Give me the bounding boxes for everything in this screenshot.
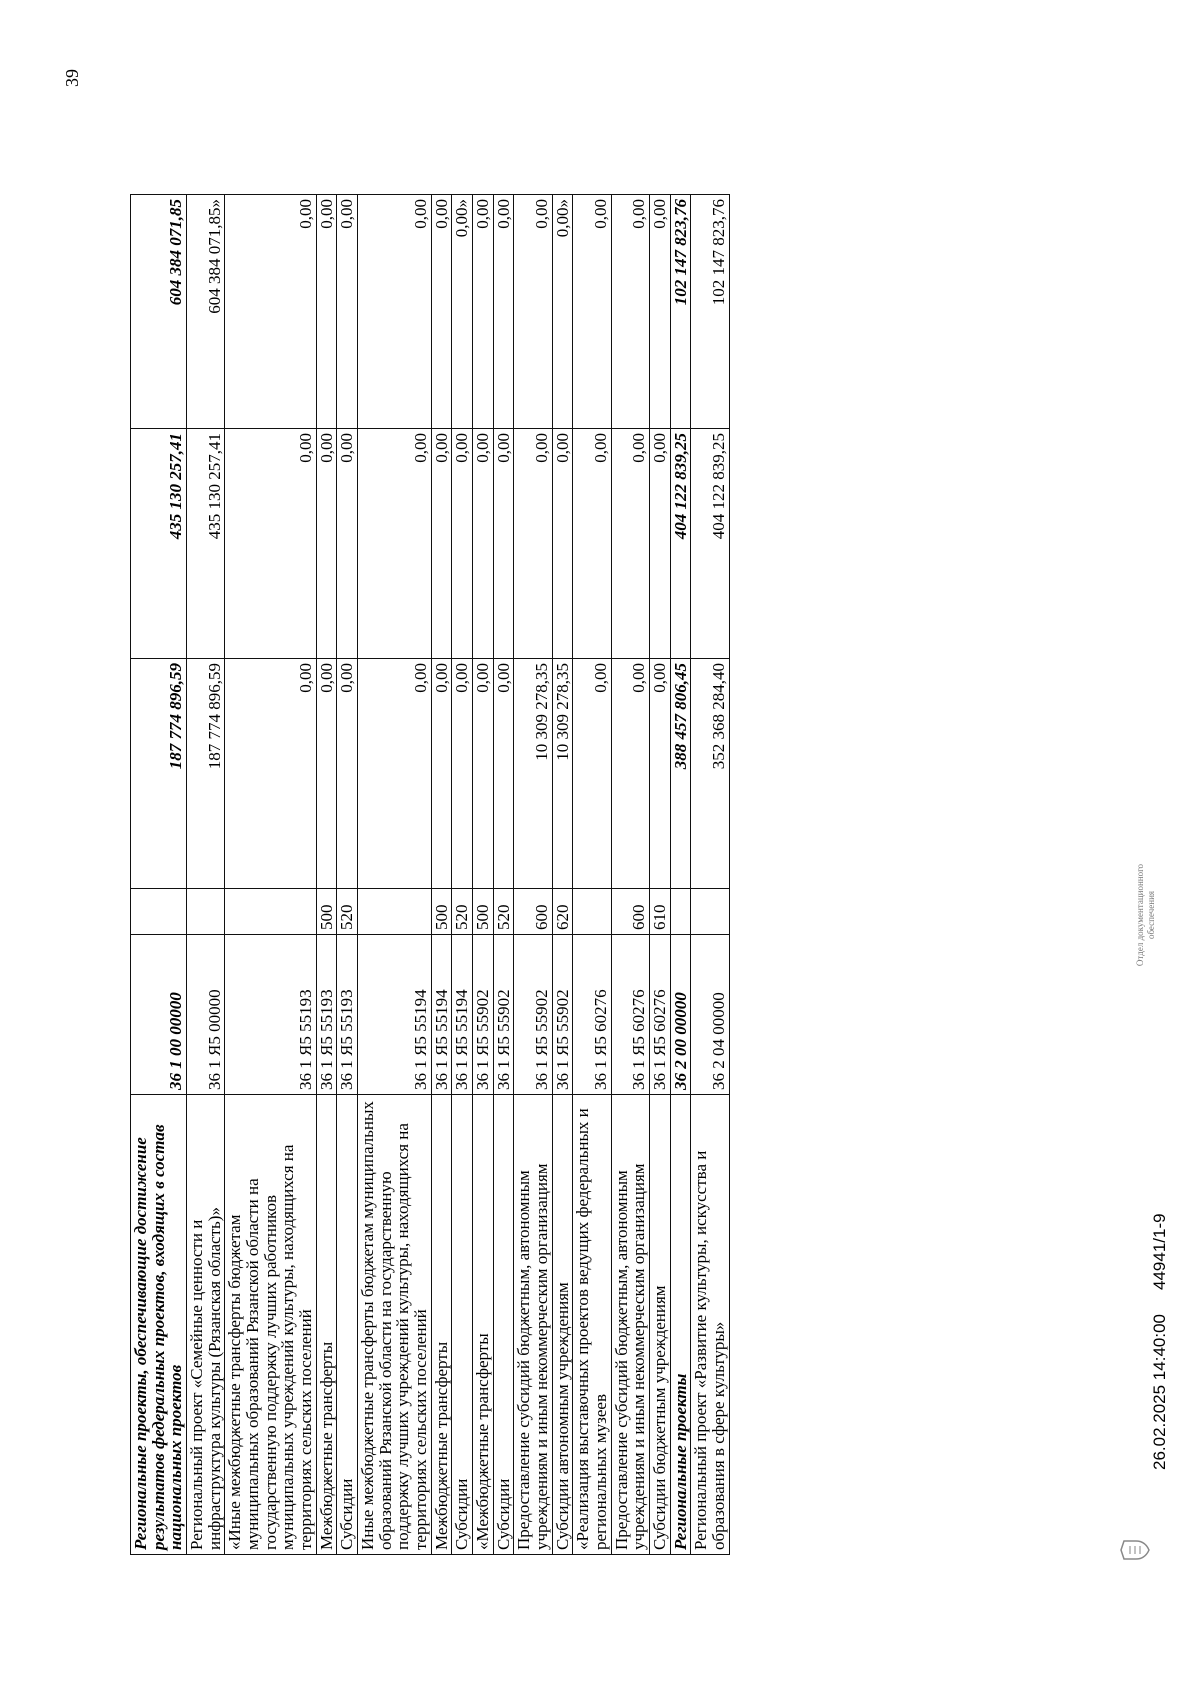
row-target-code: 36 1 Я5 55902 [514,935,552,1095]
row-amount-year-1: 352 368 284,40 [691,659,729,889]
budget-table [130,194,730,1555]
row-name: Предоставление субсидий бюджетным, автономным учреждениям и иным некоммерческим организациям [514,1095,552,1555]
table-row [187,195,225,1555]
row-name: Субсидии бюджетным учреждениям [650,1095,671,1555]
row-name: Региональный проект «Развитие культуры, искусства и образования в сфере культуры» [691,1095,729,1555]
table-row [431,195,452,1555]
row-name: Субсидии [337,1095,358,1555]
row-name: Межбюджетные трансферты [431,1095,452,1555]
row-amount-year-3: 102 147 823,76 [691,195,729,429]
row-amount-year-3: 0,00 [573,195,611,429]
row-target-code: 36 2 00 00000 [670,935,691,1095]
row-expense-type: 500 [316,889,337,935]
row-name: Региональный проект «Семейные ценности и инфраструктура культуры (Рязанская область)» [187,1095,225,1555]
table-row [670,195,691,1555]
row-amount-year-2: 0,00 [552,429,573,659]
row-target-code: 36 1 Я5 60276 [650,935,671,1095]
row-amount-year-2: 0,00 [493,429,514,659]
row-amount-year-3: 102 147 823,76 [670,195,691,429]
row-amount-year-3: 0,00 [358,195,432,429]
row-target-code: 36 1 Я5 55902 [473,935,494,1095]
row-amount-year-1: 0,00 [337,659,358,889]
row-target-code: 36 2 04 00000 [691,935,729,1095]
row-expense-type: 620 [552,889,573,935]
row-amount-year-2: 435 130 257,41 [131,429,187,659]
emblem-icon [1120,1538,1150,1562]
row-amount-year-3: 0,00 [650,195,671,429]
row-amount-year-3: 0,00 [611,195,649,429]
row-amount-year-2: 0,00 [473,429,494,659]
row-target-code: 36 1 Я5 60276 [611,935,649,1095]
table-row [611,195,649,1555]
row-expense-type: 610 [650,889,671,935]
row-amount-year-2: 0,00 [452,429,473,659]
row-amount-year-3: 0,00 [337,195,358,429]
page-number: 39 [62,69,82,87]
table-row [316,195,337,1555]
table-row [473,195,494,1555]
row-amount-year-1: 0,00 [316,659,337,889]
table-row [514,195,552,1555]
row-expense-type: 500 [431,889,452,935]
table-row [337,195,358,1555]
row-amount-year-3: 604 384 071,85» [187,195,225,429]
row-target-code: 36 1 Я5 60276 [573,935,611,1095]
row-amount-year-2: 0,00 [358,429,432,659]
row-amount-year-1: 187 774 896,59 [187,659,225,889]
row-amount-year-1: 0,00 [473,659,494,889]
row-amount-year-1: 187 774 896,59 [131,659,187,889]
row-amount-year-1: 0,00 [493,659,514,889]
row-amount-year-3: 0,00» [552,195,573,429]
row-expense-type: 600 [514,889,552,935]
row-amount-year-1: 10 309 278,35 [552,659,573,889]
row-name: Региональные проекты, обеспечивающие достижение результатов федеральных проектов, входящих в состав национальных проектов [131,1095,187,1555]
row-amount-year-3: 0,00 [316,195,337,429]
row-name: «Реализация выставочных проектов ведущих федеральных и региональных музеев [573,1095,611,1555]
registration-stamp: Отдел документационного обеспечения [1135,863,1156,967]
row-name: Межбюджетные трансферты [316,1095,337,1555]
row-expense-type [573,889,611,935]
row-expense-type: 520 [452,889,473,935]
row-amount-year-1: 0,00 [225,659,316,889]
row-name: «Иные межбюджетные трансферты бюджетам муниципальных образований Рязанской области на государственную поддержку лучших работников муниципальных учреждений культуры, находящихся на территориях сельских поселений [225,1095,316,1555]
row-amount-year-3: 0,00 [473,195,494,429]
row-amount-year-1: 0,00 [431,659,452,889]
row-target-code: 36 1 Я5 55902 [493,935,514,1095]
row-expense-type [691,889,729,935]
row-amount-year-3: 0,00 [225,195,316,429]
row-expense-type [225,889,316,935]
row-name: Иные межбюджетные трансферты бюджетам муниципальных образований Рязанской области на государственную поддержку лучших учреждений культуры, находящихся на территориях сельских поселений [358,1095,432,1555]
row-expense-type: 500 [473,889,494,935]
budget-table-body [131,195,730,1555]
row-amount-year-2: 435 130 257,41 [187,429,225,659]
table-row [552,195,573,1555]
row-target-code: 36 1 Я5 55193 [225,935,316,1095]
row-name: Предоставление субсидий бюджетным, автономным учреждениям и иным некоммерческим организациям [611,1095,649,1555]
footer-timestamp: 26.02.2025 14:40:00 [1150,1314,1169,1470]
table-row [573,195,611,1555]
table-row [358,195,432,1555]
row-amount-year-1: 0,00 [452,659,473,889]
row-expense-type: 600 [611,889,649,935]
row-amount-year-2: 0,00 [337,429,358,659]
row-target-code: 36 1 Я5 55193 [337,935,358,1095]
row-expense-type: 520 [337,889,358,935]
row-amount-year-1: 0,00 [573,659,611,889]
row-name: «Межбюджетные трансферты [473,1095,494,1555]
row-amount-year-2: 0,00 [611,429,649,659]
table-row [225,195,316,1555]
row-amount-year-2: 0,00 [225,429,316,659]
row-amount-year-3: 0,00 [493,195,514,429]
table-row [691,195,729,1555]
row-target-code: 36 1 Я5 55194 [452,935,473,1095]
row-amount-year-3: 0,00 [514,195,552,429]
row-expense-type [187,889,225,935]
row-amount-year-2: 0,00 [514,429,552,659]
row-amount-year-3: 0,00 [431,195,452,429]
row-amount-year-2: 0,00 [573,429,611,659]
row-expense-type [358,889,432,935]
row-expense-type [131,889,187,935]
table-row [131,195,187,1555]
row-amount-year-1: 388 457 806,45 [670,659,691,889]
row-amount-year-2: 0,00 [650,429,671,659]
row-target-code: 36 1 Я5 55194 [431,935,452,1095]
row-name: Региональные проекты [670,1095,691,1555]
row-amount-year-1: 10 309 278,35 [514,659,552,889]
row-amount-year-1: 0,00 [650,659,671,889]
row-target-code: 36 1 Я5 55194 [358,935,432,1095]
row-amount-year-2: 404 122 839,25 [670,429,691,659]
table-row [493,195,514,1555]
row-expense-type [670,889,691,935]
table-row [650,195,671,1555]
row-target-code: 36 1 Я5 55902 [552,935,573,1095]
row-amount-year-1: 0,00 [611,659,649,889]
row-target-code: 36 1 00 00000 [131,935,187,1095]
row-name: Субсидии [493,1095,514,1555]
row-target-code: 36 1 Я5 55193 [316,935,337,1095]
row-name: Субсидии [452,1095,473,1555]
row-amount-year-1: 0,00 [358,659,432,889]
row-amount-year-2: 404 122 839,25 [691,429,729,659]
row-target-code: 36 1 Я5 00000 [187,935,225,1095]
table-row [452,195,473,1555]
footer-doc-number: 44941/1-9 [1150,1213,1169,1290]
row-amount-year-2: 0,00 [431,429,452,659]
row-expense-type: 520 [493,889,514,935]
row-amount-year-2: 0,00 [316,429,337,659]
row-amount-year-3: 604 384 071,85 [131,195,187,429]
row-amount-year-3: 0,00» [452,195,473,429]
row-name: Субсидии автономным учреждениям [552,1095,573,1555]
